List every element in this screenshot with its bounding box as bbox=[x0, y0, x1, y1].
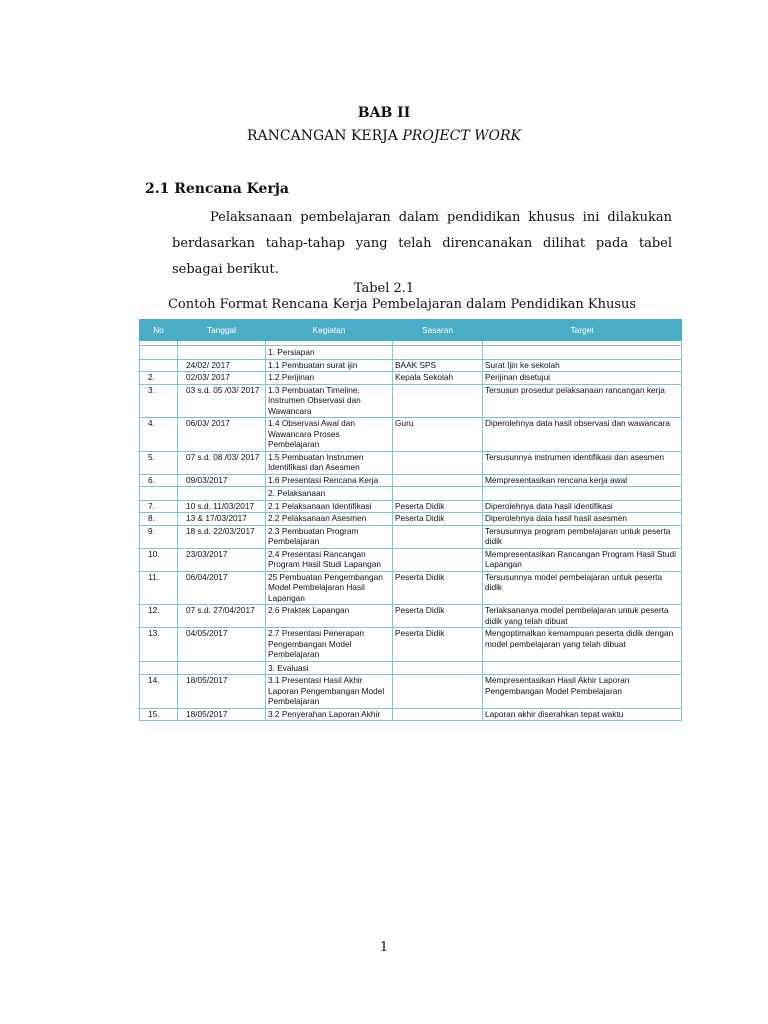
cell-sasaran bbox=[393, 474, 483, 487]
cell-kegiatan: 1.3 Pembuatan Timeline, Instrumen Observasi dan Wawancara bbox=[266, 384, 393, 418]
cell-kegiatan: 2.1 Pelaksanaan Identifikasi bbox=[266, 500, 393, 513]
table-caption-title: Contoh Format Rencana Kerja Pembelajaran dalam Pendidikan Khusus bbox=[167, 297, 637, 312]
cell-no bbox=[140, 487, 178, 501]
header-sasaran: Sasaran bbox=[393, 320, 483, 341]
header-tanggal: Tanggal bbox=[178, 320, 266, 341]
cell-target: Mempresentasikan rencana kerja awal bbox=[483, 474, 682, 487]
cell-target: Surat Ijin ke sekolah bbox=[483, 359, 682, 372]
table-header-row bbox=[140, 320, 682, 341]
cell-sasaran bbox=[393, 487, 483, 501]
table-row bbox=[140, 525, 682, 548]
cell-tanggal: 09/03/2017 bbox=[178, 474, 266, 487]
table-row bbox=[140, 628, 682, 662]
page-number: 1 bbox=[379, 940, 389, 955]
cell-kegiatan: 3.1 Presentasi Hasil Akhir Laporan Pengembangan Model Pembelajaran bbox=[266, 675, 393, 709]
cell-no: 4. bbox=[140, 418, 178, 452]
cell-target: Diperolehnya data hasil identifikasi bbox=[483, 500, 682, 513]
table-row bbox=[140, 675, 682, 709]
cell-target: Tersusunnya program pembelajaran untuk peserta didik bbox=[483, 525, 682, 548]
intro-paragraph bbox=[172, 205, 672, 283]
cell-kegiatan: 2.3 Pembuatan Program Pembelajaran bbox=[266, 525, 393, 548]
table-row bbox=[140, 708, 682, 721]
cell-kegiatan: 25 Pembuatan Pengembangan Model Pembelajaran Hasil Lapangan bbox=[266, 571, 393, 605]
cell-sasaran bbox=[393, 708, 483, 721]
header-no: No bbox=[140, 320, 178, 341]
cell-target: Mempresentasikan Hasil Akhir Laporan Pengembangan Model Pembelajaran bbox=[483, 675, 682, 709]
table-row bbox=[140, 548, 682, 571]
cell-no: 5. bbox=[140, 451, 178, 474]
cell-sasaran bbox=[393, 661, 483, 675]
cell-tanggal: 07 s.d. 08 /03/ 2017 bbox=[178, 451, 266, 474]
cell-kegiatan: 1.1 Pembuatan surat ijin bbox=[266, 359, 393, 372]
cell-sasaran: Peserta Didik bbox=[393, 605, 483, 628]
paragraph-rest: berdasarkan tahap-tahap yang telah direncanakan dilihat pada tabel sebagai berikut. bbox=[172, 236, 672, 277]
phase-label: 3. Evaluasi bbox=[266, 661, 393, 675]
cell-tanggal bbox=[178, 661, 266, 675]
phase-row bbox=[140, 346, 682, 360]
cell-sasaran bbox=[393, 548, 483, 571]
table-row bbox=[140, 384, 682, 418]
cell-sasaran: Peserta Didik bbox=[393, 500, 483, 513]
cell-tanggal: 04/05/2017 bbox=[178, 628, 266, 662]
header-target: Target bbox=[483, 320, 682, 341]
cell-kegiatan: 1.6 Presentasi Rencana Kerja bbox=[266, 474, 393, 487]
cell-no bbox=[140, 346, 178, 360]
cell-no: 10. bbox=[140, 548, 178, 571]
cell-no bbox=[140, 661, 178, 675]
cell-no: 14. bbox=[140, 675, 178, 709]
cell-no: 7. bbox=[140, 500, 178, 513]
cell-tanggal: 18 s.d. 22/03/2017 bbox=[178, 525, 266, 548]
cell-kegiatan: 2.7 Presentasi Penerapan Pengembangan Model Pembelajaran bbox=[266, 628, 393, 662]
cell-target: Mempresentasikan Rancangan Program Hasil Studi Lapangan bbox=[483, 548, 682, 571]
header-kegiatan: Kegiatan bbox=[266, 320, 393, 341]
cell-tanggal bbox=[178, 487, 266, 501]
cell-kegiatan: 2.2 Pelaksanaan Asesmen bbox=[266, 513, 393, 526]
cell-sasaran: Peserta Didik bbox=[393, 513, 483, 526]
table-caption-number: Tabel 2.1 bbox=[353, 281, 415, 296]
cell-no: 13. bbox=[140, 628, 178, 662]
table-body bbox=[140, 341, 682, 721]
phase-label: 1. Persiapan bbox=[266, 346, 393, 360]
cell-target: Tersusunnya model pembelajaran untuk peserta didik bbox=[483, 571, 682, 605]
cell-tanggal: 24/02/ 2017 bbox=[178, 359, 266, 372]
cell-sasaran: Kepala Sekolah bbox=[393, 372, 483, 385]
cell-no: 6. bbox=[140, 474, 178, 487]
cell-tanggal: 03 s.d. 05 /03/ 2017 bbox=[178, 384, 266, 418]
cell-sasaran bbox=[393, 346, 483, 360]
cell-no: 8. bbox=[140, 513, 178, 526]
cell-target bbox=[483, 487, 682, 501]
cell-tanggal: 07 s.d. 27/04/2017 bbox=[178, 605, 266, 628]
cell-target: Mengoptimalkan kemampuan peserta didik dengan model pembelajaran yang telah dibuat bbox=[483, 628, 682, 662]
cell-tanggal: 06/03/ 2017 bbox=[178, 418, 266, 452]
cell-no: 2. bbox=[140, 372, 178, 385]
table-row bbox=[140, 359, 682, 372]
phase-row bbox=[140, 661, 682, 675]
table-row bbox=[140, 605, 682, 628]
chapter-title bbox=[0, 128, 768, 144]
cell-target: Diperolehnya data hasil hasil asesmen bbox=[483, 513, 682, 526]
table-row bbox=[140, 474, 682, 487]
phase-row bbox=[140, 487, 682, 501]
cell-tanggal: 18/05/2017 bbox=[178, 675, 266, 709]
cell-sasaran: BAAK SPS bbox=[393, 359, 483, 372]
cell-sasaran: Guru bbox=[393, 418, 483, 452]
cell-no: 9. bbox=[140, 525, 178, 548]
cell-sasaran: Peserta Didik bbox=[393, 571, 483, 605]
cell-kegiatan: 1.2 Perijinan bbox=[266, 372, 393, 385]
cell-target: Perijinan disetujui bbox=[483, 372, 682, 385]
cell-kegiatan: 1.4 Observasi Awal dan Wawancara Proses Pembelajaran bbox=[266, 418, 393, 452]
work-plan-table bbox=[139, 319, 682, 721]
table-row bbox=[140, 500, 682, 513]
cell-target: Diperolehnya data hasil observasi dan wawancara bbox=[483, 418, 682, 452]
cell-sasaran bbox=[393, 525, 483, 548]
cell-tanggal: 06/04/2017 bbox=[178, 571, 266, 605]
cell-sasaran: Peserta Didik bbox=[393, 628, 483, 662]
cell-target: Tersusun prosedur pelaksanaan rancangan kerja bbox=[483, 384, 682, 418]
cell-no: 11. bbox=[140, 571, 178, 605]
cell-target: Laporan akhir diserahkan tepat waktu bbox=[483, 708, 682, 721]
cell-sasaran bbox=[393, 384, 483, 418]
paragraph-line-1: Pelaksanaan pembelajaran dalam pendidikan khusus ini dilakukan bbox=[210, 210, 672, 225]
cell-tanggal: 23/03/2017 bbox=[178, 548, 266, 571]
cell-tanggal: 13 & 17/03/2017 bbox=[178, 513, 266, 526]
cell-target: Tersusunnya instrumen identifikasi dan asesmen bbox=[483, 451, 682, 474]
cell-target bbox=[483, 346, 682, 360]
cell-target: Terlaksananya model pembelajaran untuk peserta didik yang telah dibuat bbox=[483, 605, 682, 628]
cell-tanggal: 02/03/ 2017 bbox=[178, 372, 266, 385]
table-row bbox=[140, 418, 682, 452]
chapter-number: BAB II bbox=[357, 105, 411, 121]
cell-target bbox=[483, 661, 682, 675]
section-heading: 2.1 Rencana Kerja bbox=[145, 181, 289, 197]
cell-kegiatan: 1.5 Pembuatan Instrumen Identifikasi dan Asesmen bbox=[266, 451, 393, 474]
table-row bbox=[140, 513, 682, 526]
table-row bbox=[140, 571, 682, 605]
cell-tanggal bbox=[178, 346, 266, 360]
cell-no bbox=[140, 359, 178, 372]
cell-no: 12. bbox=[140, 605, 178, 628]
cell-tanggal: 18/05/2017 bbox=[178, 708, 266, 721]
cell-no: 3. bbox=[140, 384, 178, 418]
phase-label: 2. Pelaksanaan bbox=[266, 487, 393, 501]
chapter-title-italic: PROJECT WORK bbox=[402, 128, 521, 144]
cell-kegiatan: 2.6 Praktek Lapangan bbox=[266, 605, 393, 628]
cell-kegiatan: 3.2 Penyerahan Laporan Akhir bbox=[266, 708, 393, 721]
cell-tanggal: 10 s.d. 11/03/2017 bbox=[178, 500, 266, 513]
cell-kegiatan: 2.4 Presentasi Rancangan Program Hasil Studi Lapangan bbox=[266, 548, 393, 571]
table-row bbox=[140, 451, 682, 474]
cell-no: 15. bbox=[140, 708, 178, 721]
table-row bbox=[140, 372, 682, 385]
cell-sasaran bbox=[393, 675, 483, 709]
chapter-title-text: RANCANGAN KERJA bbox=[246, 128, 403, 144]
cell-sasaran bbox=[393, 451, 483, 474]
